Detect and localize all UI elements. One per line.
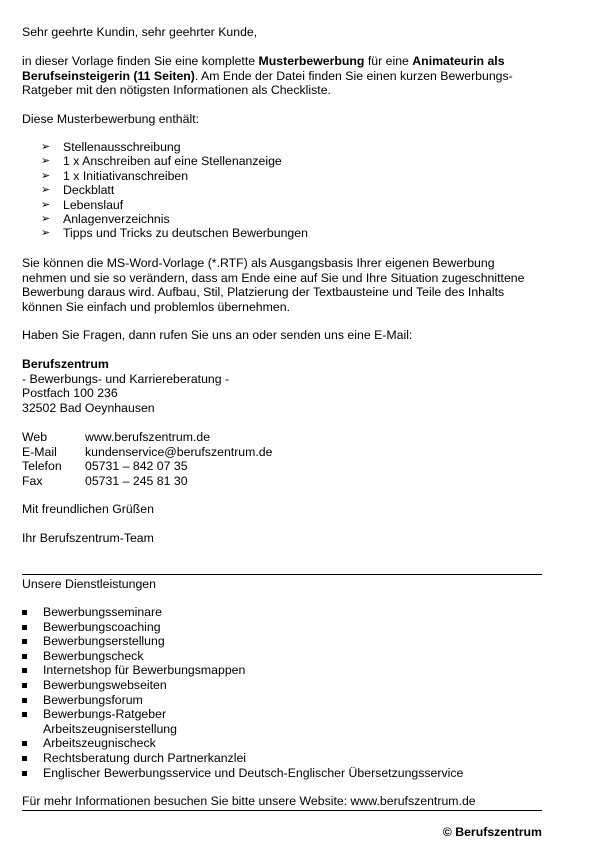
list-item: Internetshop für Bewerbungsmappen bbox=[22, 663, 542, 678]
list-item: Rechtsberatung durch Partnerkanzlei bbox=[22, 751, 542, 766]
arrow-bullet-icon: ➢ bbox=[41, 169, 51, 182]
questions-paragraph: Haben Sie Fragen, dann rufen Sie uns an oder senden uns eine E-Mail: bbox=[22, 328, 413, 342]
list-item: Bewerbungswebseiten bbox=[22, 678, 542, 693]
phone-value: 05731 – 842 07 35 bbox=[85, 459, 188, 473]
list-item: ➢ Anlagenverzeichnis bbox=[41, 211, 170, 226]
email-link[interactable]: kundenservice@berufszentrum.de bbox=[85, 444, 273, 459]
list-item: Bewerbungsseminare bbox=[22, 605, 542, 620]
contact-row-email: E-Mail kundenservice@berufszentrum.de bbox=[22, 445, 542, 460]
list-item: Bewerbungs-Ratgeber Arbeitszeugniserstellung bbox=[22, 707, 542, 736]
intro-text-3: . Am Ende der Datei finden Sie einen kurzen Bewerbungs-Ratgeber mit den nötigsten Informationen als Checkliste. bbox=[22, 68, 513, 97]
square-bullet-icon bbox=[22, 668, 27, 673]
list-item: ➢ Stellenausschreibung bbox=[41, 140, 181, 154]
arrow-bullet-icon: ➢ bbox=[41, 141, 51, 153]
list-item: ➢ Lebenslauf bbox=[41, 197, 124, 212]
list-item: Arbeitszeugnischeck bbox=[22, 736, 542, 751]
square-bullet-icon bbox=[22, 625, 27, 630]
list-item: ➢ Deckblatt bbox=[41, 183, 115, 198]
services-list bbox=[22, 605, 542, 780]
square-bullet-icon bbox=[22, 756, 27, 761]
intro-text-1: in dieser Vorlage finden Sie eine komplette bbox=[22, 54, 259, 68]
contact-row-phone: Telefon 05731 – 842 07 35 bbox=[22, 459, 542, 474]
postbox: Postfach 100 236 bbox=[22, 386, 118, 400]
website-info: Für mehr Informationen besuchen Sie bitte unsere Website: www.berufszentrum.de bbox=[22, 794, 476, 808]
square-bullet-icon bbox=[22, 771, 27, 776]
contact-table bbox=[22, 430, 542, 488]
intro-bold-template: Musterbewerbung bbox=[258, 54, 365, 68]
web-link[interactable]: www.berufszentrum.de bbox=[85, 430, 211, 444]
copyright: © Berufszentrum bbox=[442, 825, 542, 839]
arrow-bullet-icon: ➢ bbox=[41, 184, 51, 197]
arrow-bullet-icon: ➢ bbox=[41, 198, 51, 211]
intro-text-2: für eine bbox=[364, 54, 413, 68]
services-heading: Unsere Dienstleistungen bbox=[22, 577, 156, 591]
list-item: Bewerbungserstellung bbox=[22, 634, 542, 649]
contact-row-web: Web www.berufszentrum.de bbox=[22, 430, 542, 445]
list-item: Bewerbungsforum bbox=[22, 693, 542, 708]
contents-heading: Diese Musterbewerbung enthält: bbox=[22, 112, 200, 126]
company-tagline: - Bewerbungs- und Karriereberatung - bbox=[22, 371, 230, 386]
list-item: Bewerbungscoaching bbox=[22, 620, 542, 635]
company-name: Berufszentrum bbox=[22, 357, 109, 371]
list-item: ➢ 1 x Initiativanschreiben bbox=[41, 168, 189, 183]
divider-bottom bbox=[22, 810, 542, 811]
closing: Mit freundlichen Grüßen bbox=[22, 502, 154, 516]
city: 32502 Bad Oeynhausen bbox=[22, 400, 155, 415]
contents-list bbox=[22, 140, 542, 241]
square-bullet-icon bbox=[22, 654, 27, 659]
square-bullet-icon bbox=[22, 610, 27, 615]
divider-top bbox=[22, 574, 542, 575]
list-item: ➢ Tipps und Tricks zu deutschen Bewerbungen bbox=[41, 226, 308, 241]
square-bullet-icon bbox=[22, 698, 27, 703]
usage-paragraph: Sie können die MS-Word-Vorlage (*.RTF) als Ausgangsbasis Ihrer eigenen Bewerbung nehmen und sie so verändern, dass am Ende eine auf Sie und Ihre Situation zugeschnittene Bewerbung daraus wird. Aufbau, Stil, Platzierung der Textbausteine und Teile des Inhalts können Sie einfach und problemlos übernehmen. bbox=[22, 256, 525, 314]
salutation: Sehr geehrte Kundin, sehr geehrter Kunde, bbox=[22, 25, 258, 39]
square-bullet-icon bbox=[22, 741, 27, 746]
square-bullet-icon bbox=[22, 639, 27, 644]
signature: Ihr Berufszentrum-Team bbox=[22, 531, 154, 545]
fax-value: 05731 – 245 81 30 bbox=[85, 473, 188, 488]
arrow-bullet-icon: ➢ bbox=[41, 212, 51, 225]
arrow-bullet-icon: ➢ bbox=[41, 227, 51, 240]
intro-paragraph bbox=[22, 54, 542, 98]
arrow-bullet-icon: ➢ bbox=[41, 155, 51, 168]
list-item: Bewerbungscheck bbox=[22, 649, 542, 664]
intro-bold-position: Animateurin als Berufseinsteigerin (11 Seiten) bbox=[22, 54, 505, 83]
square-bullet-icon bbox=[22, 683, 27, 688]
list-item: Englischer Bewerbungsservice und Deutsch-Englischer Übersetzungsservice bbox=[22, 766, 542, 781]
address-block bbox=[22, 357, 542, 415]
contact-row-fax: Fax 05731 – 245 81 30 bbox=[22, 474, 542, 489]
square-bullet-icon bbox=[22, 712, 27, 717]
list-item: ➢ 1 x Anschreiben auf eine Stellenanzeige bbox=[41, 154, 282, 169]
